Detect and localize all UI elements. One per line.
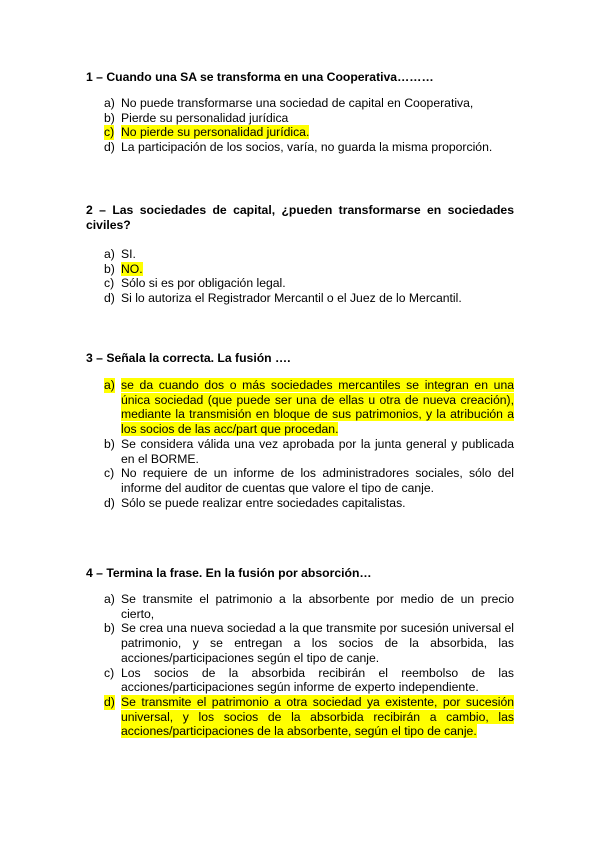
question-1-option-d [86, 140, 514, 155]
option-marker: a) [104, 378, 115, 392]
option-text: La participación de los socios, varía, no guarda la misma proporción. [121, 140, 493, 155]
question-4-option-a [86, 592, 514, 621]
question-1 [86, 70, 514, 155]
option-marker: d) [104, 140, 115, 155]
option-marker: a) [104, 592, 115, 606]
highlighted-option-text: Se transmite el patrimonio a otra sociedad ya existente, por sucesión universal, y los socios de la absorbida recibirán a cambio, las acciones/participaciones de la absorbente, según el tipo de canje. [121, 694, 514, 739]
highlighted-option-text: NO. [121, 261, 143, 276]
option-text: Se transmite el patrimonio a la absorbente por medio de un precio cierto, [121, 592, 514, 621]
option-marker: b) [104, 110, 115, 125]
option-marker: b) [104, 621, 115, 636]
question-2-option-c [86, 276, 514, 291]
question-3-option-c [86, 466, 514, 495]
option-text: Pierde su personalidad jurídica [121, 110, 289, 125]
question-4-option-b [86, 621, 514, 665]
question-1-options [86, 96, 514, 155]
question-3-option-a [86, 378, 514, 437]
question-2-option-b [86, 262, 514, 277]
question-1-title: 1 – Cuando una SA se transforma en una Cooperativa……… [86, 70, 434, 84]
option-marker: d) [104, 291, 115, 306]
option-text: Se considera válida una vez aprobada por la junta general y publicada en el BORME. [121, 436, 514, 466]
option-text: Sólo si es por obligación legal. [121, 276, 286, 291]
question-4-option-c [86, 666, 514, 695]
option-marker: d) [104, 694, 115, 709]
option-text: Sólo se puede realizar entre sociedades capitalistas. [121, 495, 406, 510]
option-marker: c) [104, 665, 115, 680]
option-text: No requiere de un informe de los administradores sociales, sólo del informe del auditor de cuentas que valore el tipo de canje. [121, 466, 514, 495]
question-4-options [86, 592, 514, 739]
question-2-title: 2 – Las sociedades de capital, ¿pueden transformarse en sociedades civiles? [86, 203, 514, 232]
option-marker: d) [104, 495, 115, 510]
option-marker: c) [104, 125, 115, 140]
option-marker: c) [104, 466, 115, 481]
question-1-option-b [86, 111, 514, 126]
question-2-option-d [86, 291, 514, 306]
question-1-option-a [86, 96, 514, 111]
option-text: Si lo autoriza el Registrador Mercantil o el Juez de lo Mercantil. [121, 291, 462, 306]
option-marker: a) [104, 96, 115, 110]
question-2-option-a [86, 247, 514, 262]
option-marker: c) [104, 276, 115, 291]
option-marker: a) [104, 247, 115, 261]
question-4-title: 4 – Termina la frase. En la fusión por absorción… [86, 566, 372, 580]
option-text: No puede transformarse una sociedad de capital en Cooperativa, [121, 96, 474, 110]
question-1-option-c [86, 125, 514, 140]
option-text: Los socios de la absorbida recibirán el reembolso de las acciones/participaciones según informe de experto independiente. [121, 665, 514, 695]
highlighted-option-text: se da cuando dos o más sociedades mercantiles se integran en una única sociedad (que puede ser una de ellas u otra de nueva creación), mediante la transmisión en bloque de sus patrimonios, y la atribución a los socios de las acc/part que procedan. [121, 378, 514, 437]
question-2-options [86, 247, 514, 306]
question-3-option-b [86, 437, 514, 466]
option-text: SI. [121, 247, 136, 261]
question-3-option-d [86, 496, 514, 511]
highlighted-option-text: No pierde su personalidad jurídica. [121, 125, 310, 140]
option-marker: b) [104, 436, 115, 451]
question-3 [86, 351, 514, 510]
option-text: Se crea una nueva sociedad a la que transmite por sucesión universal el patrimonio, y se entregan a los socios de la absorbida, las acciones/participaciones según el tipo de canje. [121, 621, 514, 665]
question-4-option-d [86, 695, 514, 739]
question-2 [86, 203, 514, 306]
question-3-title: 3 – Señala la correcta. La fusión …. [86, 351, 291, 365]
question-4 [86, 566, 514, 739]
option-marker: b) [104, 261, 115, 276]
question-3-options [86, 378, 514, 510]
